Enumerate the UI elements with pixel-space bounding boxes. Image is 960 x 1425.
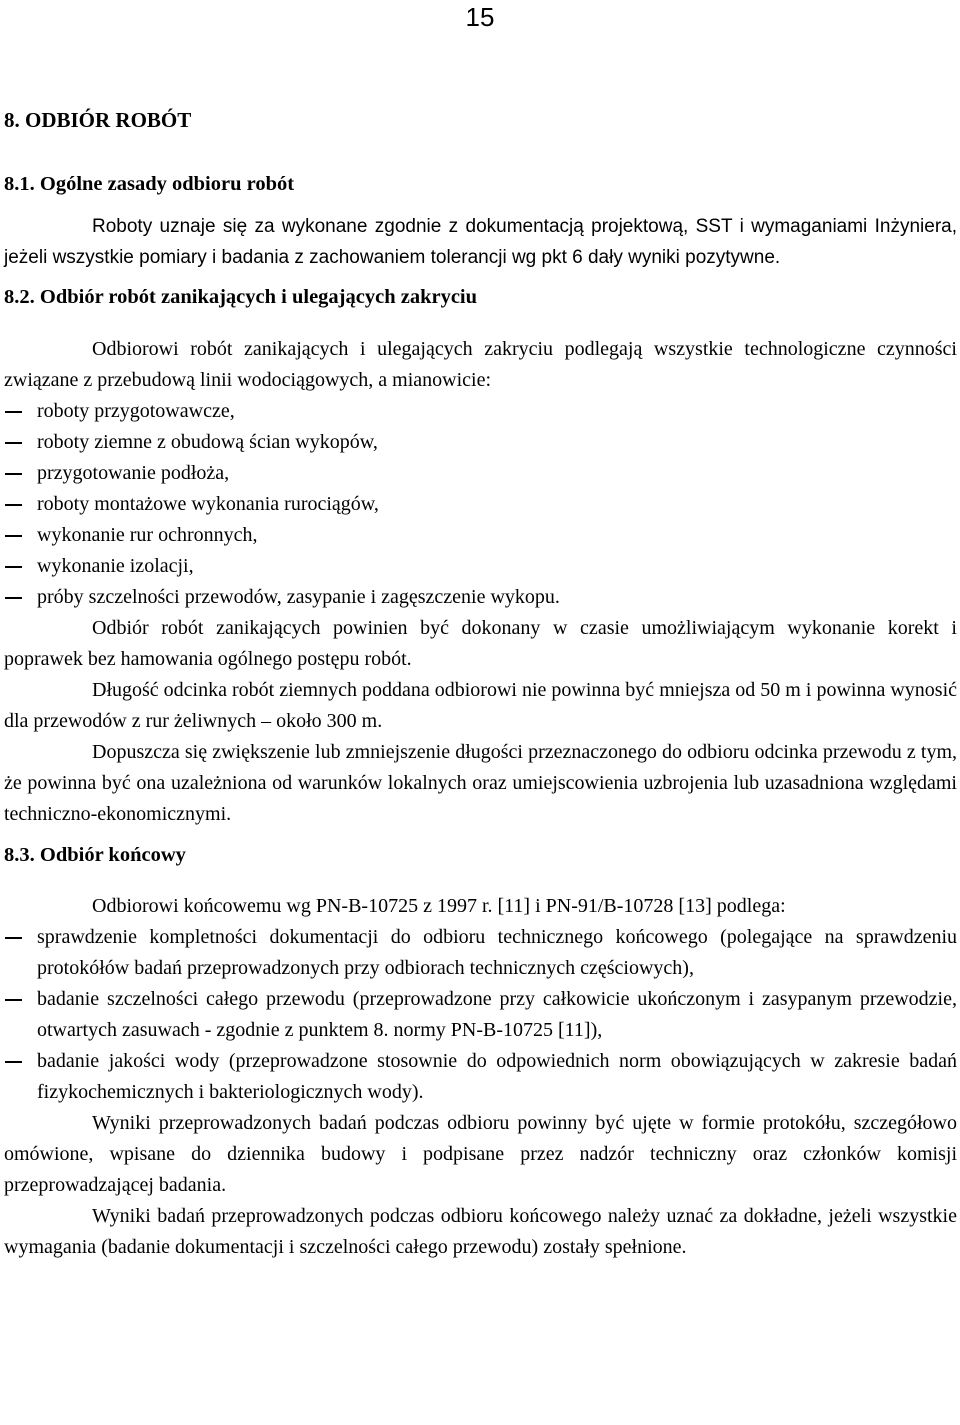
list-item: sprawdzenie kompletności dokumentacji do odbioru technicznego końcowego (polegające na sprawdzeniu protokółów badań przeprowadzonych przy odbiorach technicznych częściowych), xyxy=(4,922,957,984)
section-8-2-paragraph: Odbiór robót zanikających powinien być dokonany w czasie umożliwiającym wykonanie korekt i poprawek bez hamowania ogólnego postępu robót. xyxy=(4,617,957,670)
list-item: przygotowanie podłoża, xyxy=(4,458,957,489)
section-8-1-heading: 8.1. Ogólne zasady odbioru robót xyxy=(4,173,295,195)
section-8-2-list xyxy=(4,396,957,613)
list-item: badanie szczelności całego przewodu (przeprowadzone przy całkowicie ukończonym i zasypanym przewodzie, otwartych zasuwach - zgodnie z punktem 8. normy PN-B-10725 [11]), xyxy=(4,984,957,1046)
list-item: wykonanie rur ochronnych, xyxy=(4,520,957,551)
list-item: próby szczelności przewodów, zasypanie i zagęszczenie wykopu. xyxy=(4,582,957,613)
section-8-3-paragraph: Wyniki badań przeprowadzonych podczas odbioru końcowego należy uznać za dokładne, jeżeli wszystkie wymagania (badanie dokumentacji i szczelności całego przewodu) zostały spełnione. xyxy=(4,1205,957,1258)
section-8-1-paragraph: Roboty uznaje się za wykonane zgodnie z dokumentacją projektową, SST i wymaganiami Inżyniera, jeżeli wszystkie pomiary i badania z zachowaniem tolerancji wg pkt 6 dały wyniki pozytywne. xyxy=(4,216,957,268)
list-item: badanie jakości wody (przeprowadzone stosownie do odpowiednich norm obowiązujących w zakresie badań fizykochemicznych i bakteriologicznych wody). xyxy=(4,1046,957,1108)
list-item: roboty montażowe wykonania rurociągów, xyxy=(4,489,957,520)
section-8-2-heading: 8.2. Odbiór robót zanikających i ulegających zakryciu xyxy=(4,286,478,308)
section-8-2-intro: Odbiorowi robót zanikających i ulegających zakryciu podlegają wszystkie technologiczne czynności związane z przebudową linii wodociągowych, a mianowicie: xyxy=(4,338,957,391)
page-number: 15 xyxy=(465,2,495,32)
list-item: roboty przygotowawcze, xyxy=(4,396,957,427)
section-8-2-paragraph: Długość odcinka robót ziemnych poddana odbiorowi nie powinna być mniejsza od 50 m i powinna wynosić dla przewodów z rur żeliwnych – około 300 m. xyxy=(4,679,957,732)
section-8-3-heading: 8.3. Odbiór końcowy xyxy=(4,844,186,866)
section-8-2-paragraph: Dopuszcza się zwiększenie lub zmniejszenie długości przeznaczonego do odbioru odcinka przewodu z tym, że powinna być ona uzależniona od warunków lokalnych oraz umiejscowienia uzbrojenia lub uzasadniona względami techniczno-ekonomicznymi. xyxy=(4,741,957,825)
list-item: roboty ziemne z obudową ścian wykopów, xyxy=(4,427,957,458)
section-8-3-paragraph: Wyniki przeprowadzonych badań podczas odbioru powinny być ujęte w formie protokółu, szczegółowo omówione, wpisane do dziennika budowy i podpisane przez nadzór techniczny oraz członków komisji przeprowadzającej badania. xyxy=(4,1112,957,1196)
section-8-3-intro: Odbiorowi końcowemu wg PN-B-10725 z 1997 r. [11] i PN-91/B-10728 [13] podlega: xyxy=(92,895,786,917)
list-item: wykonanie izolacji, xyxy=(4,551,957,582)
section-8-3-list xyxy=(4,922,957,1108)
document-body xyxy=(4,104,957,1263)
section-8-heading: 8. ODBIÓR ROBÓT xyxy=(4,108,192,132)
